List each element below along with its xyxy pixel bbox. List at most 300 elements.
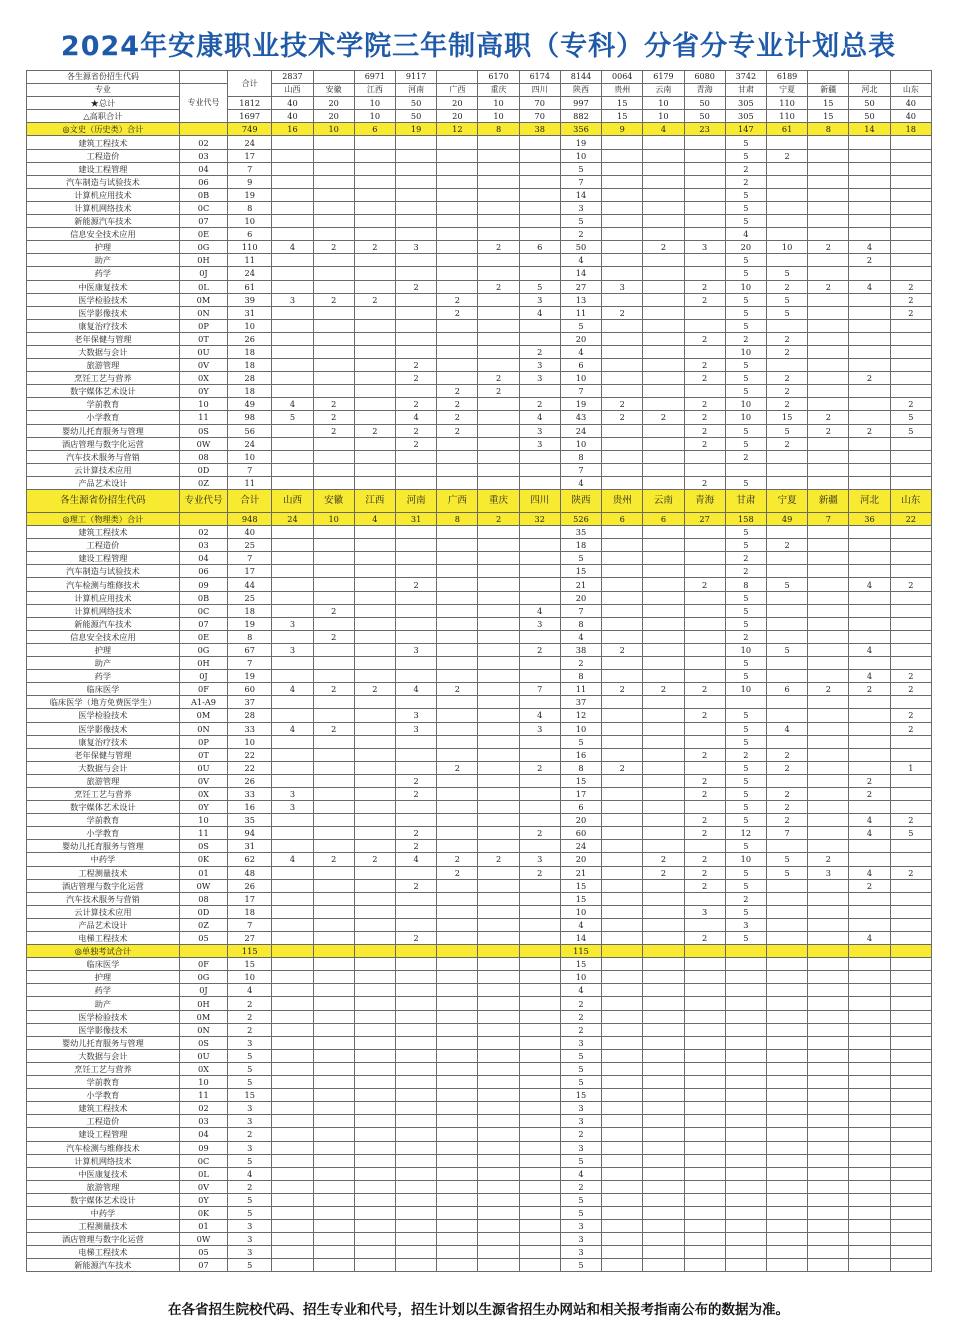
value-cell bbox=[354, 1141, 395, 1154]
value-cell: 2 bbox=[437, 424, 478, 437]
value-cell bbox=[354, 372, 395, 385]
value-cell bbox=[313, 735, 354, 748]
value-cell bbox=[808, 136, 849, 149]
value-cell bbox=[684, 526, 725, 539]
value-cell: 4 bbox=[560, 984, 601, 997]
value-cell bbox=[849, 971, 890, 984]
value-cell: 2 bbox=[890, 293, 931, 306]
value-cell bbox=[684, 1233, 725, 1246]
value-cell bbox=[849, 1049, 890, 1062]
major-name: 旅游管理 bbox=[27, 359, 180, 372]
school-code: 3742 bbox=[726, 71, 766, 84]
value-cell bbox=[519, 267, 560, 280]
value-cell bbox=[808, 892, 849, 905]
value-cell bbox=[766, 1180, 807, 1193]
value-cell: 2 bbox=[437, 398, 478, 411]
value-cell bbox=[684, 345, 725, 358]
value-cell: 14 bbox=[560, 188, 601, 201]
value-cell bbox=[478, 1259, 519, 1272]
major-code: 10 bbox=[179, 1076, 227, 1089]
value-cell bbox=[890, 267, 931, 280]
value-cell bbox=[396, 1036, 437, 1049]
value-cell: 2 bbox=[725, 565, 766, 578]
major-name: 临床医学（地方免费医学生） bbox=[27, 696, 180, 709]
value-cell bbox=[684, 201, 725, 214]
major-total: 18 bbox=[228, 604, 272, 617]
value-cell bbox=[643, 984, 684, 997]
major-name: 建设工程管理 bbox=[27, 1128, 180, 1141]
value-cell bbox=[272, 319, 313, 332]
footer-note: 在各省招生院校代码、招生专业和代号，招生计划以生源省招生办网站和相关报考指南公布的数据为准。 bbox=[168, 1302, 789, 1318]
value-cell: 4 bbox=[519, 306, 560, 319]
value-cell bbox=[643, 709, 684, 722]
value-cell bbox=[684, 1062, 725, 1075]
value-cell bbox=[890, 604, 931, 617]
value-cell bbox=[519, 1115, 560, 1128]
value-cell bbox=[396, 1206, 437, 1219]
value-cell bbox=[354, 1076, 395, 1089]
value-cell bbox=[766, 670, 807, 683]
value-cell bbox=[808, 359, 849, 372]
value-cell bbox=[313, 228, 354, 241]
value-cell bbox=[272, 1233, 313, 1246]
value-cell bbox=[890, 853, 931, 866]
value-cell bbox=[766, 359, 807, 372]
table-row bbox=[27, 1089, 932, 1102]
value-cell bbox=[890, 735, 931, 748]
value-cell bbox=[602, 604, 643, 617]
value-cell: 13 bbox=[560, 293, 601, 306]
value-cell bbox=[272, 424, 313, 437]
value-cell bbox=[354, 918, 395, 931]
value-cell: 158 bbox=[725, 513, 766, 526]
value-cell bbox=[808, 565, 849, 578]
value-cell bbox=[725, 1167, 766, 1180]
value-cell bbox=[643, 280, 684, 293]
value-cell bbox=[602, 359, 643, 372]
value-cell bbox=[478, 1076, 519, 1089]
table-row bbox=[27, 1220, 932, 1233]
value-cell bbox=[272, 1128, 313, 1141]
table-row bbox=[27, 918, 932, 931]
value-cell: 2 bbox=[396, 437, 437, 450]
value-cell bbox=[684, 657, 725, 670]
value-cell: 8 bbox=[560, 450, 601, 463]
value-cell bbox=[478, 1089, 519, 1102]
table-row bbox=[27, 630, 932, 643]
value-cell bbox=[437, 591, 478, 604]
value-cell bbox=[849, 215, 890, 228]
value-cell bbox=[684, 722, 725, 735]
value-cell: 10 bbox=[478, 97, 519, 110]
value-cell: 5 bbox=[725, 735, 766, 748]
value-cell bbox=[766, 175, 807, 188]
value-cell bbox=[437, 149, 478, 162]
value-cell bbox=[437, 905, 478, 918]
value-cell bbox=[272, 1049, 313, 1062]
value-cell: 4 bbox=[560, 630, 601, 643]
major-total: 18 bbox=[228, 359, 272, 372]
value-cell: 2 bbox=[519, 398, 560, 411]
value-cell bbox=[766, 657, 807, 670]
value-cell bbox=[396, 1010, 437, 1023]
province-header bbox=[890, 71, 931, 97]
value-cell: 38 bbox=[560, 643, 601, 656]
table-row bbox=[27, 984, 932, 997]
province-header bbox=[519, 71, 560, 97]
value-cell: 5 bbox=[560, 552, 601, 565]
major-name: 护理 bbox=[27, 971, 180, 984]
value-cell bbox=[437, 319, 478, 332]
value-cell bbox=[643, 1193, 684, 1206]
value-cell bbox=[684, 696, 725, 709]
table-row bbox=[27, 814, 932, 827]
value-cell bbox=[890, 162, 931, 175]
value-cell bbox=[602, 1246, 643, 1259]
value-cell bbox=[272, 359, 313, 372]
value-cell bbox=[602, 840, 643, 853]
value-cell bbox=[396, 761, 437, 774]
major-name: 小学教育 bbox=[27, 827, 180, 840]
value-cell bbox=[643, 398, 684, 411]
value-cell bbox=[354, 604, 395, 617]
value-cell bbox=[808, 293, 849, 306]
value-cell bbox=[354, 476, 395, 489]
value-cell bbox=[354, 591, 395, 604]
table-row bbox=[27, 604, 932, 617]
value-cell: 2 bbox=[808, 241, 849, 254]
value-cell bbox=[849, 1115, 890, 1128]
value-cell bbox=[808, 1049, 849, 1062]
value-cell bbox=[478, 630, 519, 643]
value-cell bbox=[643, 814, 684, 827]
value-cell: 27 bbox=[684, 513, 725, 526]
value-cell: 19 bbox=[560, 136, 601, 149]
province-header bbox=[643, 71, 684, 97]
major-total: 18 bbox=[228, 905, 272, 918]
value-cell bbox=[602, 319, 643, 332]
value-cell: 40 bbox=[272, 97, 313, 110]
value-cell: 2 bbox=[313, 683, 354, 696]
value-cell: 3 bbox=[272, 617, 313, 630]
value-cell bbox=[437, 1062, 478, 1075]
value-cell: 5 bbox=[725, 866, 766, 879]
table-row bbox=[27, 696, 932, 709]
value-cell: 10 bbox=[560, 437, 601, 450]
value-cell: 31 bbox=[396, 513, 437, 526]
value-cell: 5 bbox=[725, 539, 766, 552]
province-header bbox=[808, 71, 849, 97]
value-cell bbox=[478, 319, 519, 332]
value-cell: 4 bbox=[643, 123, 684, 136]
value-cell bbox=[808, 201, 849, 214]
major-total: 11 bbox=[228, 254, 272, 267]
value-cell bbox=[643, 997, 684, 1010]
value-cell bbox=[272, 958, 313, 971]
major-name: 医学影像技术 bbox=[27, 722, 180, 735]
value-cell: 2 bbox=[354, 853, 395, 866]
value-cell bbox=[766, 879, 807, 892]
value-cell bbox=[437, 801, 478, 814]
major-total: 10 bbox=[228, 971, 272, 984]
value-cell bbox=[890, 1233, 931, 1246]
value-cell bbox=[478, 332, 519, 345]
value-cell bbox=[643, 1062, 684, 1075]
major-code: 0H bbox=[179, 997, 227, 1010]
value-cell bbox=[272, 1193, 313, 1206]
value-cell: 2 bbox=[354, 424, 395, 437]
value-cell: 8 bbox=[560, 670, 601, 683]
value-cell bbox=[890, 1115, 931, 1128]
value-cell bbox=[766, 892, 807, 905]
value-cell: 2 bbox=[396, 424, 437, 437]
value-cell bbox=[313, 643, 354, 656]
major-name: 中药学 bbox=[27, 1206, 180, 1219]
value-cell bbox=[478, 1193, 519, 1206]
value-cell: 5 bbox=[725, 476, 766, 489]
major-total: 5 bbox=[228, 1076, 272, 1089]
value-cell bbox=[313, 345, 354, 358]
value-cell bbox=[808, 254, 849, 267]
value-cell bbox=[766, 1062, 807, 1075]
value-cell: 2 bbox=[725, 450, 766, 463]
value-cell bbox=[313, 149, 354, 162]
value-cell bbox=[808, 932, 849, 945]
value-cell bbox=[519, 254, 560, 267]
value-cell bbox=[437, 604, 478, 617]
value-cell bbox=[602, 630, 643, 643]
value-cell bbox=[643, 552, 684, 565]
province-header bbox=[437, 71, 478, 97]
major-code: 0Y bbox=[179, 801, 227, 814]
value-cell bbox=[602, 136, 643, 149]
table-row bbox=[27, 1167, 932, 1180]
major-total: 60 bbox=[228, 683, 272, 696]
value-cell: 3 bbox=[560, 201, 601, 214]
major-name: 烹饪工艺与营养 bbox=[27, 787, 180, 800]
value-cell bbox=[643, 657, 684, 670]
value-cell: 2 bbox=[725, 332, 766, 345]
value-cell: 15 bbox=[560, 892, 601, 905]
value-cell bbox=[808, 905, 849, 918]
value-cell: 4 bbox=[354, 513, 395, 526]
value-cell bbox=[766, 1089, 807, 1102]
value-cell bbox=[643, 1089, 684, 1102]
value-cell: 2 bbox=[684, 359, 725, 372]
value-cell bbox=[437, 437, 478, 450]
value-cell bbox=[354, 280, 395, 293]
value-cell: 10 bbox=[313, 123, 354, 136]
value-cell: 10 bbox=[560, 372, 601, 385]
value-cell: 5 bbox=[725, 424, 766, 437]
value-cell: 5 bbox=[766, 578, 807, 591]
value-cell bbox=[313, 1233, 354, 1246]
value-cell bbox=[478, 1220, 519, 1233]
value-cell: 20 bbox=[313, 110, 354, 123]
value-cell: 16 bbox=[560, 748, 601, 761]
value-cell bbox=[684, 1089, 725, 1102]
value-cell: 35 bbox=[560, 526, 601, 539]
value-cell: 2 bbox=[354, 683, 395, 696]
value-cell bbox=[478, 1167, 519, 1180]
value-cell: 4 bbox=[560, 345, 601, 358]
value-cell: 20 bbox=[437, 110, 478, 123]
major-code: 0J bbox=[179, 984, 227, 997]
major-code: 0B bbox=[179, 591, 227, 604]
value-cell bbox=[808, 840, 849, 853]
value-cell bbox=[602, 1128, 643, 1141]
value-cell bbox=[643, 696, 684, 709]
value-cell: 37 bbox=[560, 696, 601, 709]
value-cell bbox=[808, 463, 849, 476]
value-cell bbox=[766, 215, 807, 228]
major-total: 10 bbox=[228, 215, 272, 228]
value-cell bbox=[313, 801, 354, 814]
major-total: 48 bbox=[228, 866, 272, 879]
value-cell bbox=[643, 359, 684, 372]
school-code bbox=[314, 71, 354, 84]
major-total: 39 bbox=[228, 293, 272, 306]
value-cell: 2 bbox=[684, 411, 725, 424]
value-cell bbox=[437, 450, 478, 463]
value-cell bbox=[272, 879, 313, 892]
major-total: 98 bbox=[228, 411, 272, 424]
value-cell: 5 bbox=[725, 905, 766, 918]
value-cell bbox=[808, 188, 849, 201]
value-cell bbox=[437, 345, 478, 358]
value-cell bbox=[808, 709, 849, 722]
value-cell bbox=[437, 945, 478, 958]
value-cell bbox=[890, 879, 931, 892]
value-cell bbox=[849, 1167, 890, 1180]
value-cell bbox=[478, 267, 519, 280]
value-cell bbox=[602, 424, 643, 437]
page-title: 2024年安康职业技术学院三年制高职（专科）分省分专业计划总表 bbox=[60, 31, 897, 62]
value-cell bbox=[313, 958, 354, 971]
value-cell: 5 bbox=[725, 787, 766, 800]
value-cell: 2 bbox=[725, 552, 766, 565]
table-row bbox=[27, 398, 932, 411]
value-cell: 5 bbox=[890, 424, 931, 437]
value-cell bbox=[643, 1167, 684, 1180]
value-cell bbox=[890, 630, 931, 643]
major-total: 2 bbox=[228, 1180, 272, 1193]
value-cell bbox=[849, 630, 890, 643]
major-name: 新能源汽车技术 bbox=[27, 215, 180, 228]
value-cell bbox=[849, 1259, 890, 1272]
value-cell bbox=[313, 918, 354, 931]
value-cell: 2 bbox=[602, 683, 643, 696]
table-row bbox=[27, 188, 932, 201]
value-cell bbox=[643, 892, 684, 905]
value-cell bbox=[890, 201, 931, 214]
value-cell bbox=[725, 1220, 766, 1233]
value-cell bbox=[849, 1206, 890, 1219]
value-cell bbox=[643, 424, 684, 437]
value-cell bbox=[313, 617, 354, 630]
major-total: 28 bbox=[228, 709, 272, 722]
value-cell bbox=[478, 932, 519, 945]
value-cell: 61 bbox=[766, 123, 807, 136]
value-cell bbox=[602, 1220, 643, 1233]
value-cell: 4 bbox=[849, 932, 890, 945]
value-cell bbox=[890, 437, 931, 450]
value-cell bbox=[313, 827, 354, 840]
value-cell: 15 bbox=[560, 774, 601, 787]
value-cell bbox=[354, 696, 395, 709]
major-code: A1-A9 bbox=[179, 696, 227, 709]
value-cell bbox=[354, 735, 395, 748]
value-cell bbox=[354, 958, 395, 971]
value-cell bbox=[890, 945, 931, 958]
province-header bbox=[396, 71, 437, 97]
value-cell bbox=[437, 1180, 478, 1193]
major-name: 汽车检测与维修技术 bbox=[27, 1141, 180, 1154]
value-cell bbox=[684, 1180, 725, 1193]
value-cell bbox=[396, 463, 437, 476]
value-cell bbox=[272, 1010, 313, 1023]
value-cell bbox=[849, 735, 890, 748]
value-cell: 10 bbox=[560, 149, 601, 162]
value-cell bbox=[313, 254, 354, 267]
value-cell: 5 bbox=[725, 188, 766, 201]
value-cell bbox=[725, 1102, 766, 1115]
value-cell bbox=[519, 228, 560, 241]
value-cell: 2 bbox=[643, 411, 684, 424]
major-name: 婴幼儿托育服务与管理 bbox=[27, 840, 180, 853]
value-cell bbox=[354, 630, 395, 643]
major-total: 17 bbox=[228, 892, 272, 905]
value-cell bbox=[808, 228, 849, 241]
value-cell bbox=[643, 945, 684, 958]
value-cell bbox=[354, 1259, 395, 1272]
major-total: 11 bbox=[228, 476, 272, 489]
value-cell: 2 bbox=[478, 280, 519, 293]
value-cell bbox=[272, 630, 313, 643]
value-cell bbox=[437, 787, 478, 800]
value-cell bbox=[396, 254, 437, 267]
value-cell bbox=[766, 1128, 807, 1141]
major-total: 44 bbox=[228, 578, 272, 591]
value-cell bbox=[808, 748, 849, 761]
value-cell bbox=[890, 450, 931, 463]
value-cell bbox=[849, 332, 890, 345]
value-cell bbox=[602, 670, 643, 683]
value-cell bbox=[354, 578, 395, 591]
value-cell bbox=[478, 1036, 519, 1049]
value-cell bbox=[808, 175, 849, 188]
value-cell bbox=[808, 958, 849, 971]
value-cell bbox=[396, 345, 437, 358]
table-row bbox=[27, 385, 932, 398]
value-cell bbox=[519, 879, 560, 892]
value-cell bbox=[643, 905, 684, 918]
value-cell bbox=[478, 578, 519, 591]
school-code: 9117 bbox=[396, 71, 436, 84]
value-cell bbox=[849, 945, 890, 958]
value-cell: 10 bbox=[560, 905, 601, 918]
value-cell bbox=[808, 1154, 849, 1167]
value-cell bbox=[602, 866, 643, 879]
value-cell: 4 bbox=[560, 1167, 601, 1180]
value-cell bbox=[478, 814, 519, 827]
major-total: 49 bbox=[228, 398, 272, 411]
value-cell bbox=[396, 450, 437, 463]
value-cell: 2 bbox=[890, 398, 931, 411]
value-cell bbox=[602, 565, 643, 578]
value-cell bbox=[684, 319, 725, 332]
value-cell: 23 bbox=[684, 123, 725, 136]
